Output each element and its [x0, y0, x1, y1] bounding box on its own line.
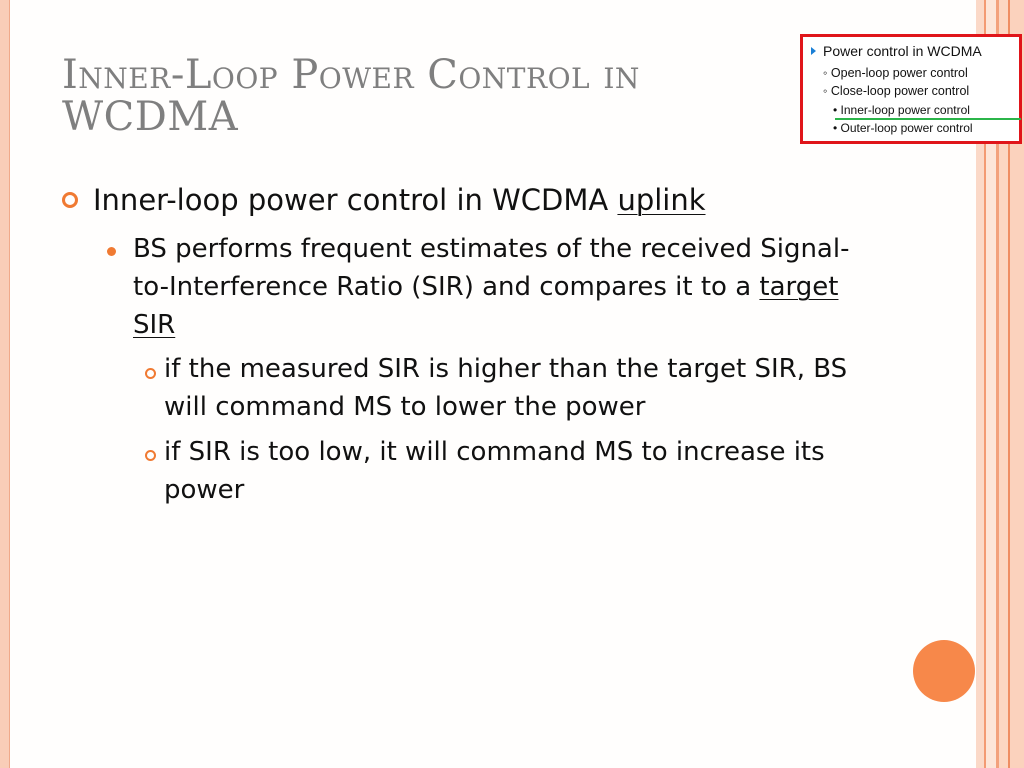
triangle-bullet-icon — [811, 47, 816, 55]
bullet-level1 — [93, 183, 706, 217]
inset-heading: Power control in WCDMA — [823, 43, 982, 59]
bullet-level3: if SIR is too low, it will command MS to increase its power — [164, 437, 825, 505]
inset-subitem-current: • Inner-loop power control — [833, 103, 970, 117]
inset-item: ◦ Close-loop power control — [823, 84, 970, 98]
bullet-level3: if the measured SIR is higher than the target SIR, BS will command MS to lower the power — [164, 354, 848, 422]
underlined-term: target SIR — [133, 272, 839, 340]
slide-title: Inner-Loop Power Control in WCDMA — [62, 52, 640, 140]
ring-bullet-icon — [62, 192, 78, 208]
dot-bullet-icon — [107, 247, 116, 256]
left-border-decoration — [0, 0, 10, 768]
bullet-level2 — [133, 230, 873, 344]
ring-bullet-icon — [145, 368, 156, 379]
decorative-circle — [913, 640, 975, 702]
inset-item: ◦ Open-loop power control — [823, 66, 968, 80]
inset-subitem: • Outer-loop power control — [833, 121, 973, 135]
outline-inset-box — [800, 34, 1022, 144]
bullet-text: Inner-loop power control in WCDMA — [93, 183, 618, 217]
bullet-text: BS performs frequent estimates of the received Signal-to-Interference Ratio (SIR) and compares it to a — [133, 234, 850, 302]
current-topic-highlight — [835, 118, 1021, 120]
ring-bullet-icon — [145, 450, 156, 461]
underlined-term: uplink — [617, 183, 706, 217]
